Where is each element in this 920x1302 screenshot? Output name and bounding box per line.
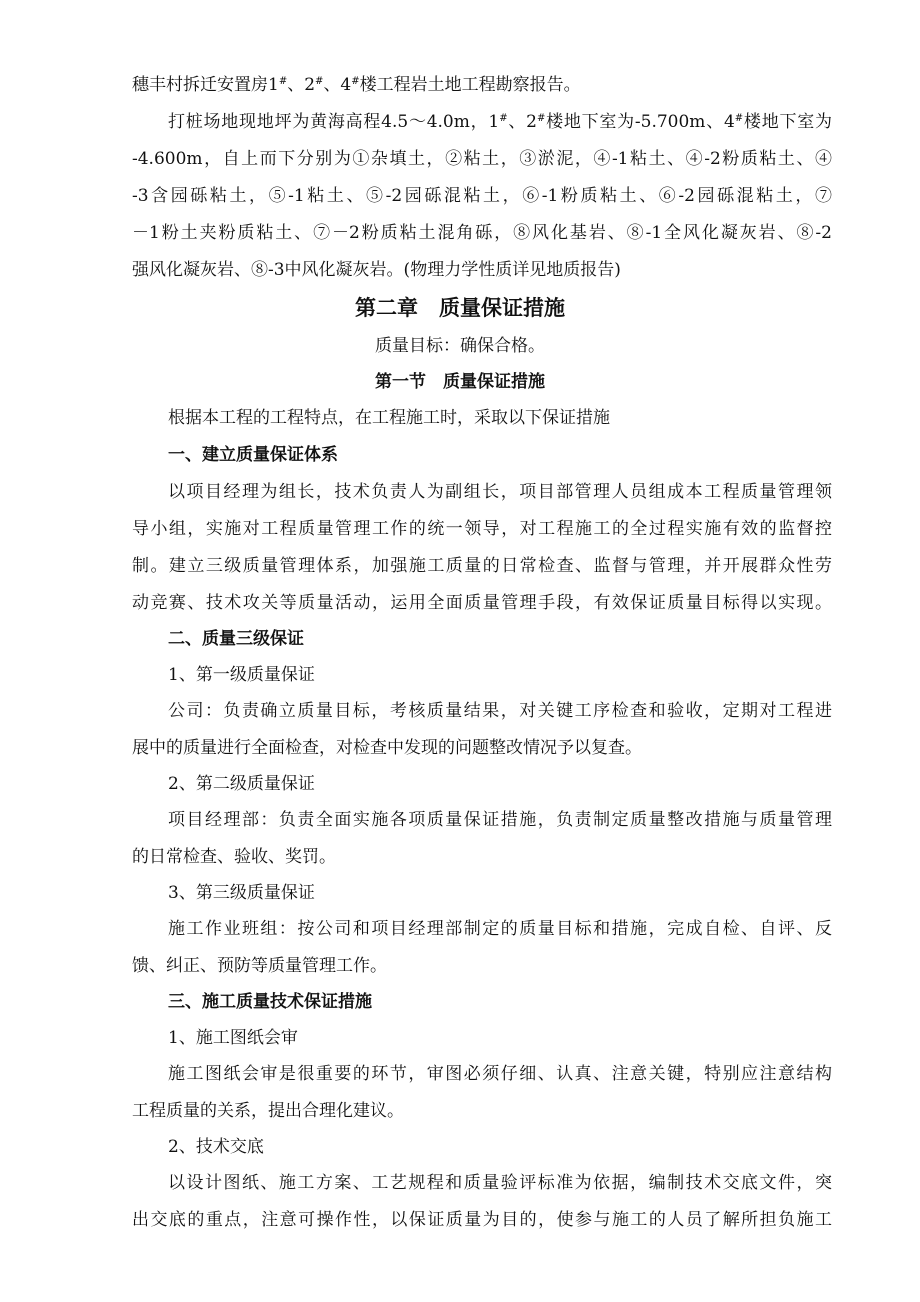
paragraph-line: 展中的质量进行全面检查，对检查中发现的问题整改情况予以复查。 (132, 738, 642, 758)
level2-title: 2、第二级质量保证 (168, 774, 315, 794)
paragraph-line: 的日常检查、验收、奖罚。 (132, 847, 336, 867)
paragraph-line: 穗丰村拆迁安置房1#、2#、4#楼工程岩土地工程勘察报告。 (132, 75, 581, 95)
paragraph-line: 动竞赛、技术攻关等质量活动，运用全面质量管理手段，有效保证质量目标得以实现。 (132, 593, 832, 613)
tech1-title: 1、施工图纸会审 (168, 1028, 298, 1048)
paragraph-line: 导小组，实施对工程质量管理工作的统一领导，对工程施工的全过程实施有效的监督控 (132, 519, 832, 539)
section-intro: 根据本工程的工程特点，在工程施工时，采取以下保证措施 (168, 408, 610, 428)
paragraph-line: -4.600m，自上而下分别为①杂填土，②粘土，③淤泥，④-1粘土、④-2粉质粘土、④ (132, 149, 832, 169)
paragraph-line: 工程质量的关系，提出合理化建议。 (132, 1101, 404, 1121)
paragraph-line: 施工作业班组：按公司和项目经理部制定的质量目标和措施，完成自检、自评、反 (168, 919, 832, 939)
paragraph-line: 馈、纠正、预防等质量管理工作。 (132, 956, 387, 976)
paragraph-line: 出交底的重点，注意可操作性，以保证质量为目的，使参与施工的人员了解所担负施工 (132, 1210, 832, 1230)
heading-quality-system: 一、建立质量保证体系 (168, 445, 338, 465)
paragraph-line: 项目经理部：负责全面实施各项质量保证措施，负责制定质量整改措施与质量管理 (168, 810, 832, 830)
tech2-title: 2、技术交底 (168, 1137, 264, 1157)
section-title: 第一节 质量保证措施 (375, 372, 545, 392)
paragraph-line: 制。建立三级质量管理体系，加强施工质量的日常检查、监督与管理，并开展群众性劳 (132, 556, 832, 576)
paragraph-line: 施工图纸会审是很重要的环节，审图必须仔细、认真、注意关键，特别应注意结构 (168, 1064, 832, 1084)
level3-title: 3、第三级质量保证 (168, 883, 315, 903)
chapter-title: 第二章 质量保证措施 (355, 295, 565, 320)
paragraph-line: 强风化凝灰岩、⑧-3中风化凝灰岩。(物理力学性质详见地质报告) (132, 260, 621, 280)
paragraph-line: -3含园砾粘土，⑤-1粘土、⑤-2园砾混粘土，⑥-1粉质粘土、⑥-2园砾混粘土，⑦ (132, 186, 832, 206)
heading-tech-measures: 三、施工质量技术保证措施 (168, 992, 372, 1012)
quality-goal: 质量目标：确保合格。 (375, 336, 545, 356)
paragraph-line: 以项目经理为组长，技术负责人为副组长，项目部管理人员组成本工程质量管理领 (168, 482, 832, 502)
paragraph-line: 公司：负责确立质量目标，考核质量结果，对关键工序检查和验收，定期对工程进 (168, 701, 832, 721)
level1-title: 1、第一级质量保证 (168, 665, 315, 685)
heading-three-levels: 二、质量三级保证 (168, 629, 304, 649)
paragraph-line: －1粉土夹粉质粘土、⑦－2粉质粘土混角砾，⑧风化基岩、⑧-1全风化凝灰岩、⑧-2 (132, 223, 832, 243)
paragraph-line: 打桩场地现地坪为黄海高程4.5～4.0m，1#、2#楼地下室为-5.700m、4#楼地下室为 (168, 112, 832, 132)
paragraph-line: 以设计图纸、施工方案、工艺规程和质量验评标准为依据，编制技术交底文件，突 (168, 1173, 832, 1193)
